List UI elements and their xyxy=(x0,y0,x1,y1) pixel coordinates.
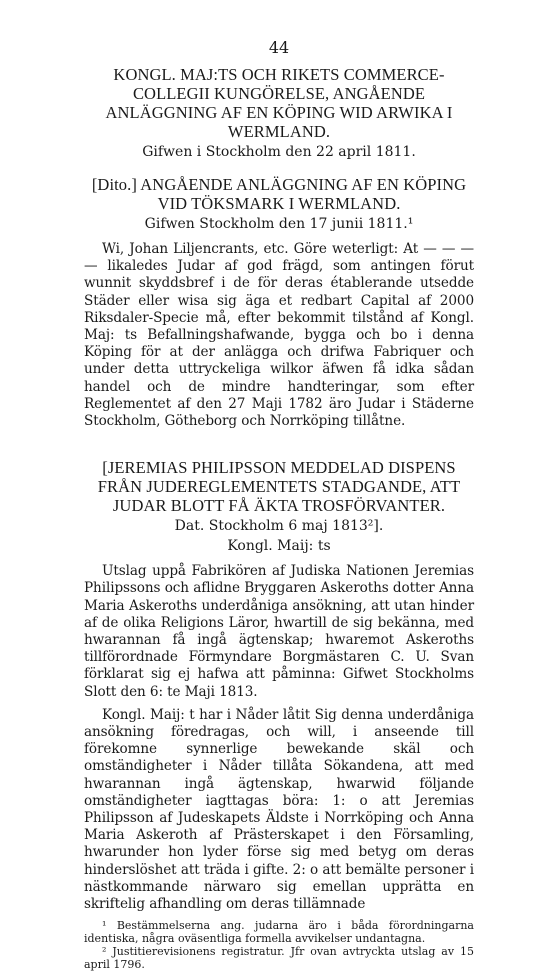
section3-dateline: Dat. Stockholm 6 maj 1813²]. xyxy=(174,518,384,535)
section2-paragraph: Wi, Johan Liljencrants, etc. Göre weterligt: At — — — — likaledes Judar af god frägd, som antingen förut wunnit skyddsbref i de för deras établerande utsedde Städer eller wisa sig äga et redbart Capital af 2000 Riksdaler-Specie må, efter bekommit tilstånd af Kongl. Maj: ts Befallningshafwande, bygga och bo i denna Köping för at der anlägga och drifwa Fabriquer och under detta uttryckeliga wilkor äfwen få idka sådan handel och de mindre handteringar, som efter Reglementet af den 27 Maji 1782 äro Judar i Städerne Stockholm, Götheborg och Norrköping tillåtne. xyxy=(84,241,474,430)
section2-dateline: Gifwen Stockholm den 17 junii 1811.¹ xyxy=(144,216,414,232)
section3-addressee: Kongl. Maij: ts xyxy=(227,538,331,555)
section3-paragraph-2: Kongl. Maij: t har i Nåder låtit Sig denna underdåniga ansökning föredragas, och will, i anseende till förekomne synnerlige bewekande skäl och omständigheter i Nåder tillåta Sökandena, att med hwarannan ingå ägtenskap, hwarwid följande omständigheter iagttagas böra: 1: o att Jeremias Philipsson af Judeskapets Äldste i Norrköping och Anna Maria Askeroth af Prästerskapet i den Församling, hwarunder hon lyder förse sig med betyg om deras hinderslöshet att träda i gifte. 2: o att bemälte personer i nästkommande närwaro sig emellan upprätta en skriftelig afhandling om deras tillämnade xyxy=(84,706,474,913)
section3-body xyxy=(84,563,474,913)
section2-body xyxy=(84,241,474,430)
section3-paragraph-1: Utslag uppå Fabrikören af Judiska Nationen Jeremias Philipssons och aflidne Bryggaren Askeroths dotter Anna Maria Askeroths underdåniga ansökning, att utan hinder af de olika Religions Läror, hwartill de sig bekänna, med hwarannan få ingå ägtenskap; hwaremot Askeroths tillförordnade Förmyndare Borgmästaren C. U. Svan förklarat sig ej hafwa att påminna: Gifwet Stockholms Slott den 6: te Maji 1813. xyxy=(84,563,474,700)
section3-heading: [JEREMIAS PHILIPSSON MEDDELAD DISPENS FRÅN JUDEREGLEMENTETS STADGANDE, ATT JUDAR BLOTT FÅ ÄKTA TROSFÖRVANTER. xyxy=(97,458,461,516)
footnote-2: ² Justitierevisionens registratur. Jfr ovan avtryckta utslag av 15 april 1796. xyxy=(84,945,474,971)
section2-heading: [Dito.] ANGÅENDE ANLÄGGNING AF EN KÖPING VID TÖKSMARK I WERMLAND. xyxy=(91,175,467,213)
footnote-1: ¹ Bestämmelserna ang. judarna äro i båda förordningarna identiska, några oväsentliga formella avvikelser undantagna. xyxy=(84,919,474,946)
section1-dateline: Gifwen i Stockholm den 22 april 1811. xyxy=(142,144,416,160)
section1-heading: KONGL. MAJ:TS OCH RIKETS COMMERCE-COLLEGII KUNGÖRELSE, ANGÅENDE ANLÄGGNING AF EN KÖPING WID ARWIKA I WERMLAND. xyxy=(105,65,453,141)
page-number: 44 xyxy=(268,38,290,57)
footnotes xyxy=(84,919,474,971)
